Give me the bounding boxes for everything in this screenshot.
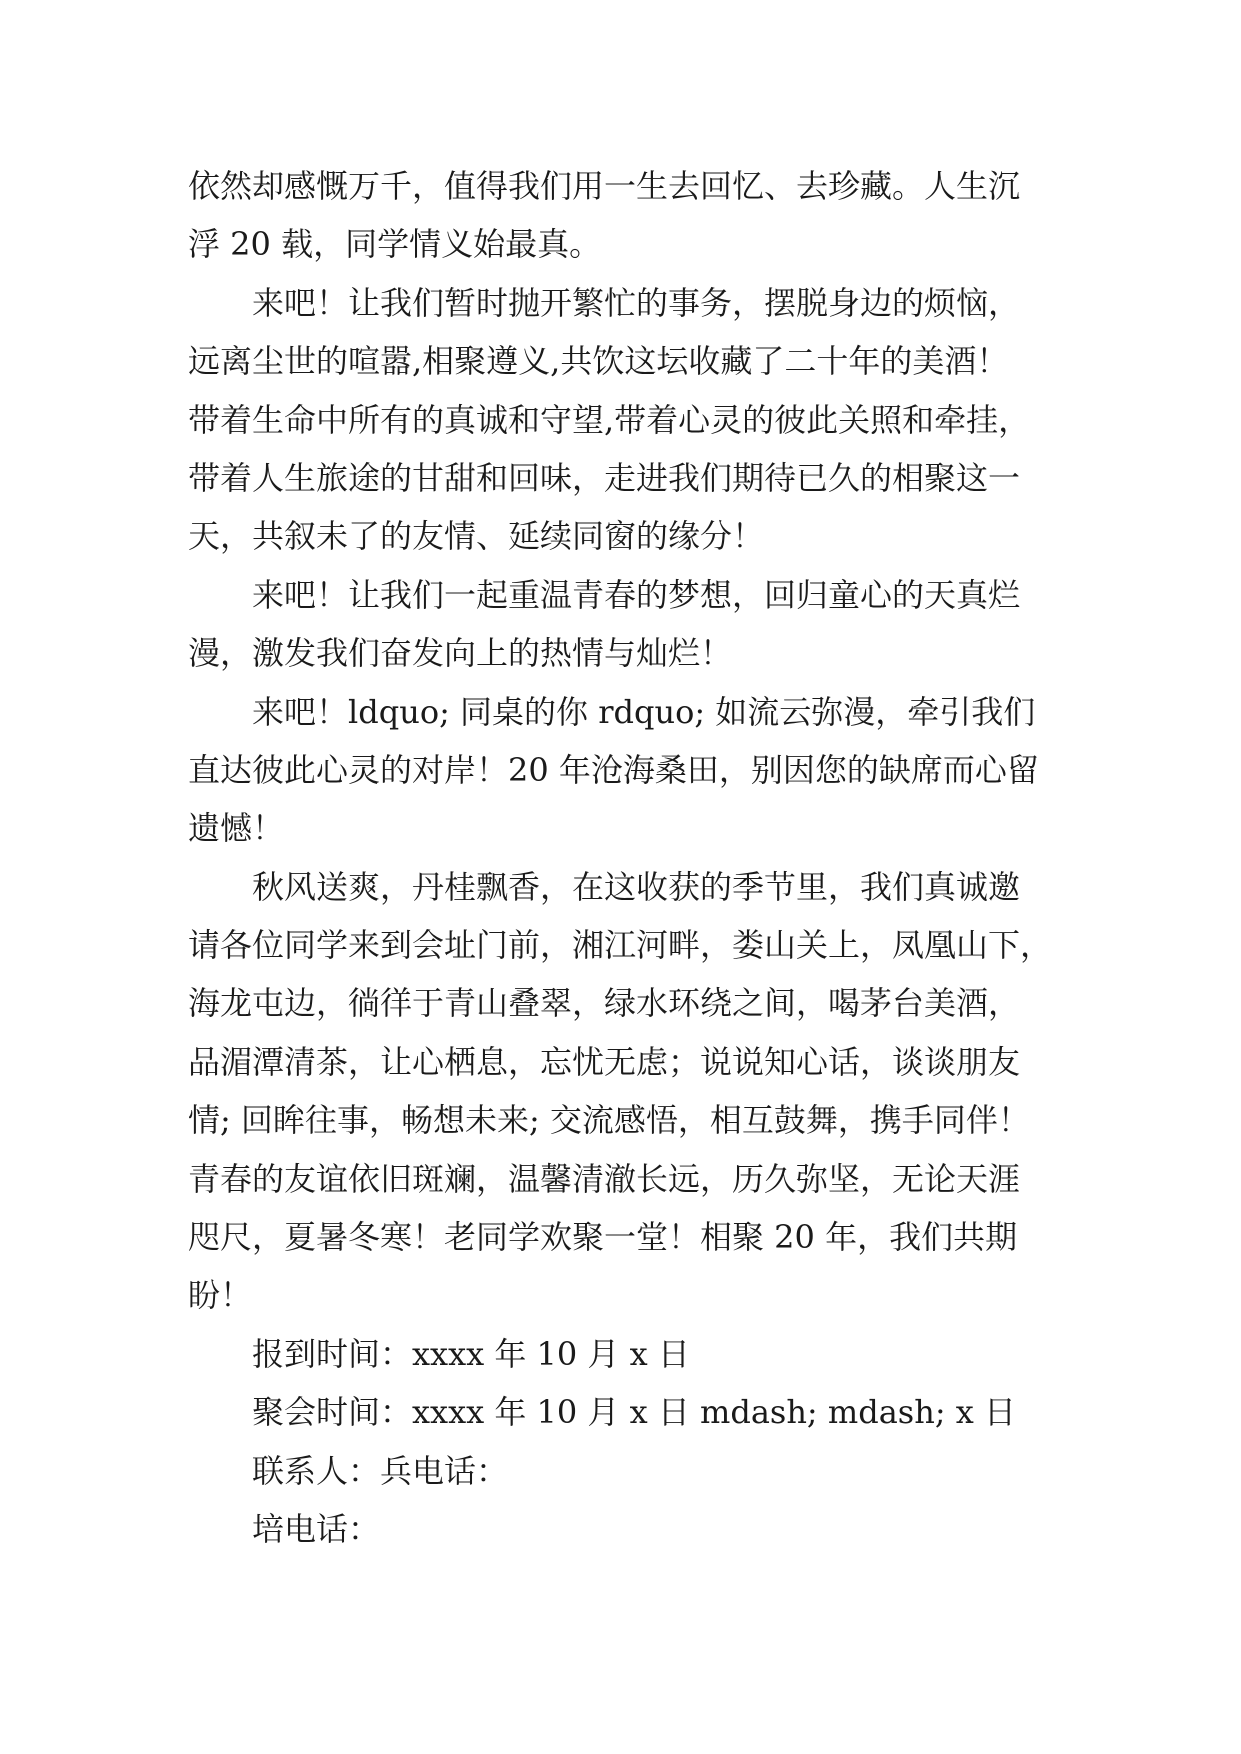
contact-phone [188, 1500, 1068, 1558]
text-line: 海龙屯边，徜徉于青山叠翠，绿水环绕之间，喝茅台美酒， [188, 984, 1021, 1023]
text-line: 品湄潭清茶，让心栖息，忘忧无虑；说说知心话，谈谈朋友 [188, 1042, 1021, 1081]
text-line: 浮 20 载，同学情义始最真。 [188, 225, 602, 264]
paragraph-4 [188, 683, 1068, 858]
text-line: 聚会时间：xxxx 年 10 月 x 日 mdash; mdash; x 日 [252, 1393, 1016, 1432]
text-line: 远离尘世的喧嚣,相聚遵义,共饮这坛收藏了二十年的美酒！ [188, 342, 1009, 381]
text-line: 盼！ [188, 1276, 253, 1315]
paragraph-5 [188, 858, 1068, 1325]
text-line: 咫尺，夏暑冬寒！老同学欢聚一堂！相聚 20 年，我们共期 [188, 1218, 1018, 1257]
text-line: 请各位同学来到会址门前，湘江河畔，娄山关上，凤凰山下， [188, 926, 1053, 965]
contact-person [188, 1442, 1068, 1500]
text-line: 直达彼此心灵的对岸！20 年沧海桑田，别因您的缺席而心留 [188, 750, 1039, 789]
text-line: 带着人生旅途的甘甜和回味，走进我们期待已久的相聚这一 [188, 458, 1021, 497]
text-line: 情; 回眸往事，畅想未来; 交流感悟，相互鼓舞，携手同伴！ [188, 1101, 1030, 1140]
text-line: 遗憾！ [188, 809, 285, 848]
text-line: 漫，激发我们奋发向上的热情与灿烂！ [188, 634, 733, 673]
text-line: 联系人：兵电话： [252, 1451, 509, 1490]
paragraph-1 [188, 157, 1068, 274]
text-line: 青春的友谊依旧斑斓，温馨清澈长远，历久弥坚，无论天涯 [188, 1159, 1021, 1198]
text-line: 依然却感慨万千，值得我们用一生去回忆、去珍藏。人生沉 [188, 167, 1021, 205]
gathering-time [188, 1383, 1068, 1441]
text-line: 培电话： [252, 1509, 381, 1548]
text-line: 天，共叙未了的友情、延续同窗的缘分！ [188, 517, 765, 556]
document-body [188, 157, 1068, 1558]
text-line: 来吧！ldquo; 同桌的你 rdquo; 如流云弥漫，牵引我们 [252, 692, 1036, 731]
registration-time [188, 1325, 1068, 1383]
text-line: 带着生命中所有的真诚和守望,带着心灵的彼此关照和牵挂， [188, 400, 1031, 439]
text-line: 来吧！让我们暂时抛开繁忙的事务，摆脱身边的烦恼， [252, 283, 1021, 322]
text-line: 秋风送爽，丹桂飘香，在这收获的季节里，我们真诚邀 [252, 867, 1021, 906]
text-line: 报到时间：xxxx 年 10 月 x 日 [252, 1334, 690, 1373]
text-line: 来吧！让我们一起重温青春的梦想，回归童心的天真烂 [252, 575, 1021, 614]
paragraph-2 [188, 274, 1068, 566]
paragraph-3 [188, 566, 1068, 683]
